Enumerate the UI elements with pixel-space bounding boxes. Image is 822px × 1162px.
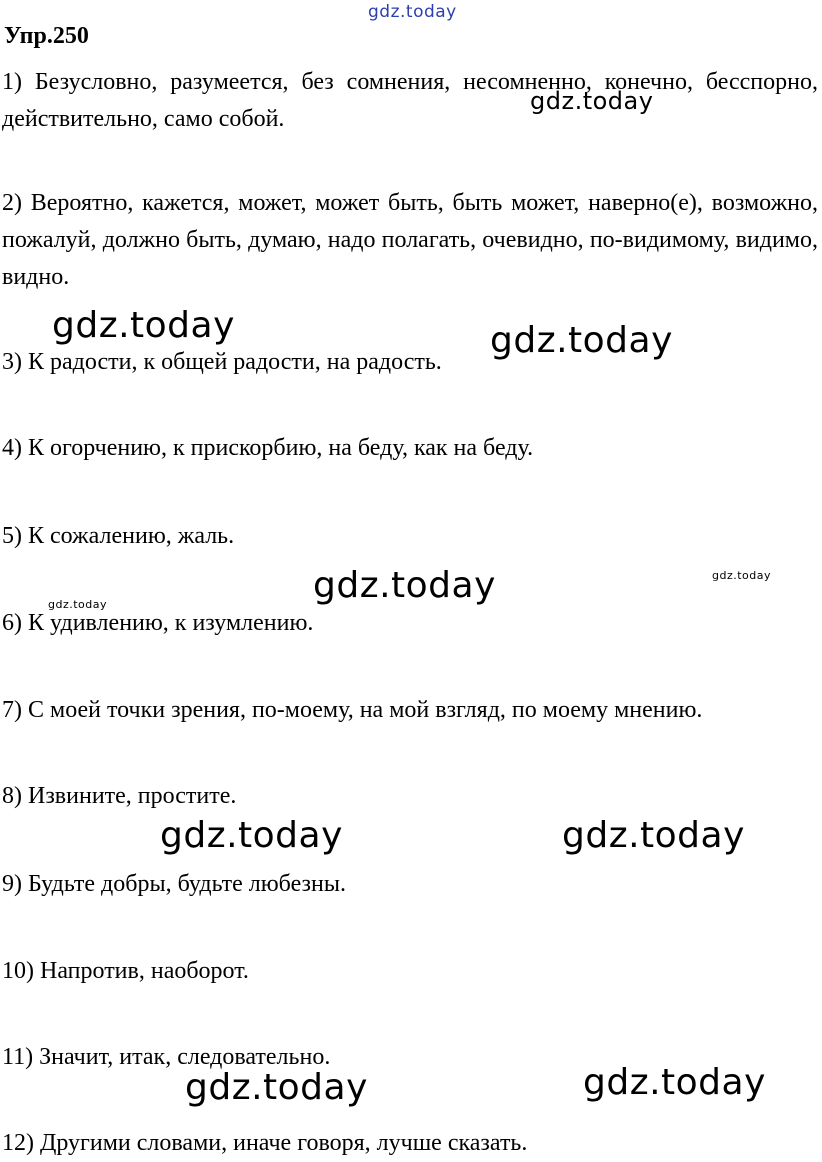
watermark: gdz.today [313,565,496,606]
watermark: gdz.today [52,305,235,346]
list-item-3: 3) К радости, к общей радости, на радость. [2,349,442,375]
list-item-1: 1) Безусловно, разумеется, без сомнения, несомненно, конечно, бесспорно, действительно, само собой. [2,69,818,132]
watermark: gdz.today [490,320,673,361]
watermark: gdz.today [530,87,654,115]
list-item-12: 12) Другими словами, иначе говоря, лучше сказать. [2,1130,528,1156]
watermark: gdz.today [583,1062,766,1103]
watermark: gdz.today [160,815,343,856]
exercise-title: Упр.250 [4,23,89,49]
watermark: gdz.today [562,815,745,856]
list-item-11: 11) Значит, итак, следовательно. [2,1044,331,1070]
list-item-4: 4) К огорчению, к прискорбию, на беду, как на беду. [2,435,534,461]
list-item-2: 2) Вероятно, кажется, может, может быть, быть может, наверно(е), возможно, пожалуй, должно быть, думаю, надо полагать, очевидно, по-видимому, видимо, видно. [2,190,818,290]
watermark: gdz.today [368,2,457,22]
list-item-6: 6) К удивлению, к изумлению. [2,610,314,636]
list-item-10: 10) Напротив, наоборот. [2,958,249,984]
list-item-7: 7) С моей точки зрения, по-моему, на мой взгляд, по моему мнению. [2,697,703,723]
watermark: gdz.today [712,569,772,582]
list-item-8: 8) Извините, простите. [2,783,237,809]
list-item-9: 9) Будьте добры, будьте любезны. [2,871,346,897]
list-item-5: 5) К сожалению, жаль. [2,523,235,549]
watermark: gdz.today [185,1067,368,1108]
watermark: gdz.today [48,598,108,611]
